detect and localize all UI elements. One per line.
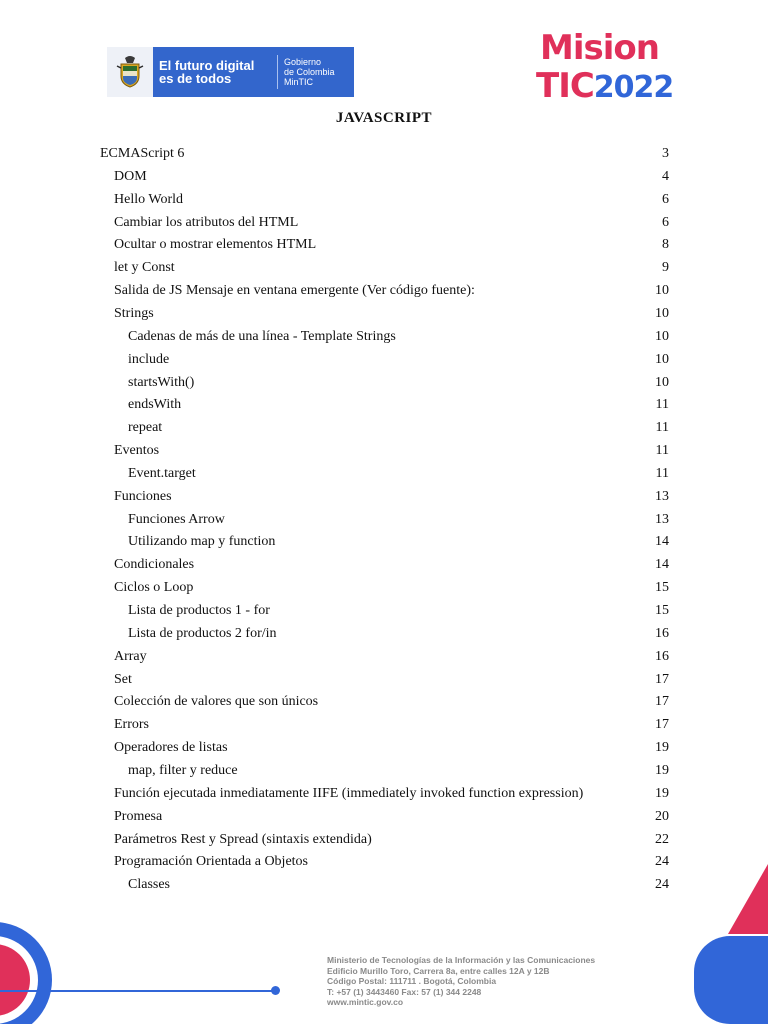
toc-entry-page: 11	[655, 443, 669, 459]
toc-entry-label: Ocultar o mostrar elementos HTML	[114, 237, 317, 253]
toc-entry[interactable]	[128, 760, 669, 782]
toc-entry[interactable]	[114, 691, 669, 713]
toc-entry-label: Colección de valores que son únicos	[114, 694, 319, 710]
footer-line1: Ministerio de Tecnologías de la Información y las Comunicaciones	[327, 955, 596, 965]
toc-entry-page: 13	[655, 488, 669, 504]
toc-entry-label: Lista de productos 1 - for	[128, 603, 270, 618]
footer-line5: www.mintic.gov.co	[327, 997, 404, 1007]
toc-entry-page: 17	[655, 694, 669, 710]
toc-entry-label: Errors	[114, 717, 149, 733]
toc-entry-page: 10	[655, 305, 669, 321]
toc-entry-page: 24	[655, 877, 669, 893]
toc-entry-label: Ciclos o Loop	[114, 580, 194, 596]
toc-entry[interactable]	[128, 463, 669, 485]
toc-entry-label: ECMAScript 6	[100, 146, 185, 161]
toc-entry-page: 11	[655, 465, 669, 481]
toc-entry[interactable]	[114, 257, 669, 279]
toc-entry[interactable]	[114, 212, 669, 234]
toc-entry[interactable]	[128, 623, 669, 645]
footer-line	[0, 990, 276, 992]
toc-entry-page: 13	[655, 511, 669, 527]
toc-entry[interactable]	[128, 874, 669, 896]
footer-line2: Edificio Murillo Toro, Carrera 8a, entre calles 12A y 12B	[327, 965, 550, 976]
footer-line4: T: +57 (1) 3443460 Fax: 57 (1) 344 2248	[327, 986, 482, 997]
toc-entry-label: Condicionales	[114, 557, 195, 573]
toc-entry-page: 16	[655, 625, 669, 641]
toc-entry-page: 10	[655, 283, 669, 299]
toc-entry-label: Funciones	[114, 488, 172, 504]
toc-entry-page: 14	[655, 534, 669, 550]
toc-entry-label: Set	[114, 671, 132, 687]
mision-logo-line2	[536, 66, 673, 106]
gov-slogan-line2: es de todos	[159, 71, 232, 86]
mision-logo-line1: Mision	[540, 28, 659, 68]
toc-entry[interactable]	[114, 166, 669, 188]
toc-entry-label: Promesa	[114, 808, 163, 824]
toc-entry-page: 16	[655, 648, 669, 664]
toc-entry[interactable]	[114, 554, 669, 576]
footer-corner-decoration	[694, 864, 768, 1024]
coat-of-arms-icon	[107, 47, 153, 97]
toc-entry-page: 11	[655, 397, 669, 413]
toc-entry[interactable]	[114, 234, 669, 256]
toc-entry-page: 8	[662, 237, 669, 253]
toc-entry-page: 15	[655, 580, 669, 596]
toc-entry-page: 3	[662, 146, 669, 161]
toc-entry-page: 9	[662, 260, 669, 276]
toc-entry[interactable]	[100, 143, 669, 165]
toc-entry-page: 15	[655, 603, 669, 618]
footer-line3: Código Postal: 111711 . Bogotá, Colombia	[327, 976, 497, 986]
toc-entry-label: Parámetros Rest y Spread (sintaxis extendida)	[114, 831, 372, 847]
toc-entry-label: Array	[114, 648, 147, 664]
document-title: JAVASCRIPT	[335, 110, 433, 126]
toc-entry[interactable]	[114, 280, 669, 302]
toc-entry[interactable]	[128, 417, 669, 439]
toc-entry-label: startsWith()	[128, 374, 195, 390]
toc-entry-label: Funciones Arrow	[128, 511, 225, 527]
toc-entry-page: 10	[655, 351, 669, 367]
toc-entry[interactable]	[114, 303, 669, 325]
mision-logo-year: 2022	[593, 70, 674, 105]
toc-entry-label: Strings	[114, 305, 154, 321]
toc-entry-label: Event.target	[128, 465, 196, 481]
footer-circle-decoration	[0, 920, 60, 1024]
toc-entry-label: repeat	[128, 420, 163, 436]
toc-entry[interactable]	[114, 577, 669, 599]
toc-entry[interactable]	[114, 714, 669, 736]
toc-entry-label: Cadenas de más de una línea - Template Strings	[128, 328, 396, 344]
toc-entry-page: 20	[655, 808, 669, 824]
gov-entity-line3: MinTIC	[284, 77, 313, 87]
toc-entry[interactable]	[114, 737, 669, 759]
toc-entry-label: DOM	[114, 168, 147, 184]
toc-entry-page: 14	[655, 557, 669, 573]
toc-entry-label: Lista de productos 2 for/in	[128, 625, 277, 641]
toc-entry-page: 4	[662, 168, 669, 184]
toc-entry-label: Programación Orientada a Objetos	[114, 854, 308, 870]
toc-entry-page: 11	[655, 420, 669, 436]
toc-entry-page: 17	[655, 717, 669, 733]
footer-dot	[271, 986, 280, 995]
toc-entry[interactable]	[114, 851, 669, 873]
toc-entry[interactable]	[114, 829, 669, 851]
toc-entry-label: Utilizando map y function	[128, 534, 276, 550]
mision-logo-tic: TIC	[536, 66, 594, 106]
toc-entry[interactable]	[114, 669, 669, 691]
gov-banner	[107, 47, 354, 97]
toc-entry-label: Classes	[128, 877, 170, 893]
toc-entry[interactable]	[128, 349, 669, 371]
gov-divider	[277, 55, 278, 89]
toc-entry-page: 6	[662, 191, 669, 207]
toc-entry[interactable]	[128, 509, 669, 531]
mision-tic-logo	[534, 24, 674, 110]
toc-entry-label: Función ejecutada inmediatamente IIFE (immediately invoked function expression)	[114, 785, 584, 801]
toc-entry[interactable]	[114, 440, 669, 462]
gov-slogan-line1: El futuro digital	[159, 58, 255, 73]
gov-slogan	[153, 59, 271, 85]
toc-entry-label: map, filter y reduce	[128, 762, 238, 778]
toc-entry[interactable]	[128, 531, 669, 553]
toc-entry-page: 10	[655, 328, 669, 344]
toc-entry[interactable]	[114, 783, 669, 805]
toc-entry-page: 19	[655, 762, 669, 778]
toc-entry[interactable]	[128, 394, 669, 416]
gov-entity-line2: de Colombia	[284, 67, 335, 77]
toc-entry-page: 17	[655, 671, 669, 687]
gov-entity	[284, 57, 335, 87]
footer-address	[327, 955, 595, 1008]
toc-entry-label: Cambiar los atributos del HTML	[114, 214, 299, 230]
toc-entry[interactable]	[128, 600, 669, 622]
toc-entry-page: 24	[655, 854, 669, 870]
toc-entry-page: 19	[655, 785, 669, 801]
toc-entry[interactable]	[114, 646, 669, 668]
toc-entry-page: 22	[655, 831, 669, 847]
toc-entry-label: Operadores de listas	[114, 740, 228, 756]
toc-entry-label: include	[128, 351, 170, 367]
toc-entry-label: let y Const	[114, 260, 175, 276]
toc-entry[interactable]	[114, 486, 669, 508]
toc-entry[interactable]	[128, 326, 669, 348]
toc-entry-label: Eventos	[114, 443, 160, 459]
toc-entry-label: Hello World	[114, 191, 183, 207]
toc-entry-page: 19	[655, 740, 669, 756]
toc-entry-page: 10	[655, 374, 669, 390]
gov-entity-line1: Gobierno	[284, 57, 322, 67]
toc-entry[interactable]	[114, 806, 669, 828]
toc-entry-page: 6	[662, 214, 669, 230]
toc-entry-label: endsWith	[128, 397, 182, 413]
toc-entry[interactable]	[128, 372, 669, 394]
toc-entry[interactable]	[114, 189, 669, 211]
toc-entry-label: Salida de JS Mensaje en ventana emergente (Ver código fuente):	[114, 283, 475, 299]
